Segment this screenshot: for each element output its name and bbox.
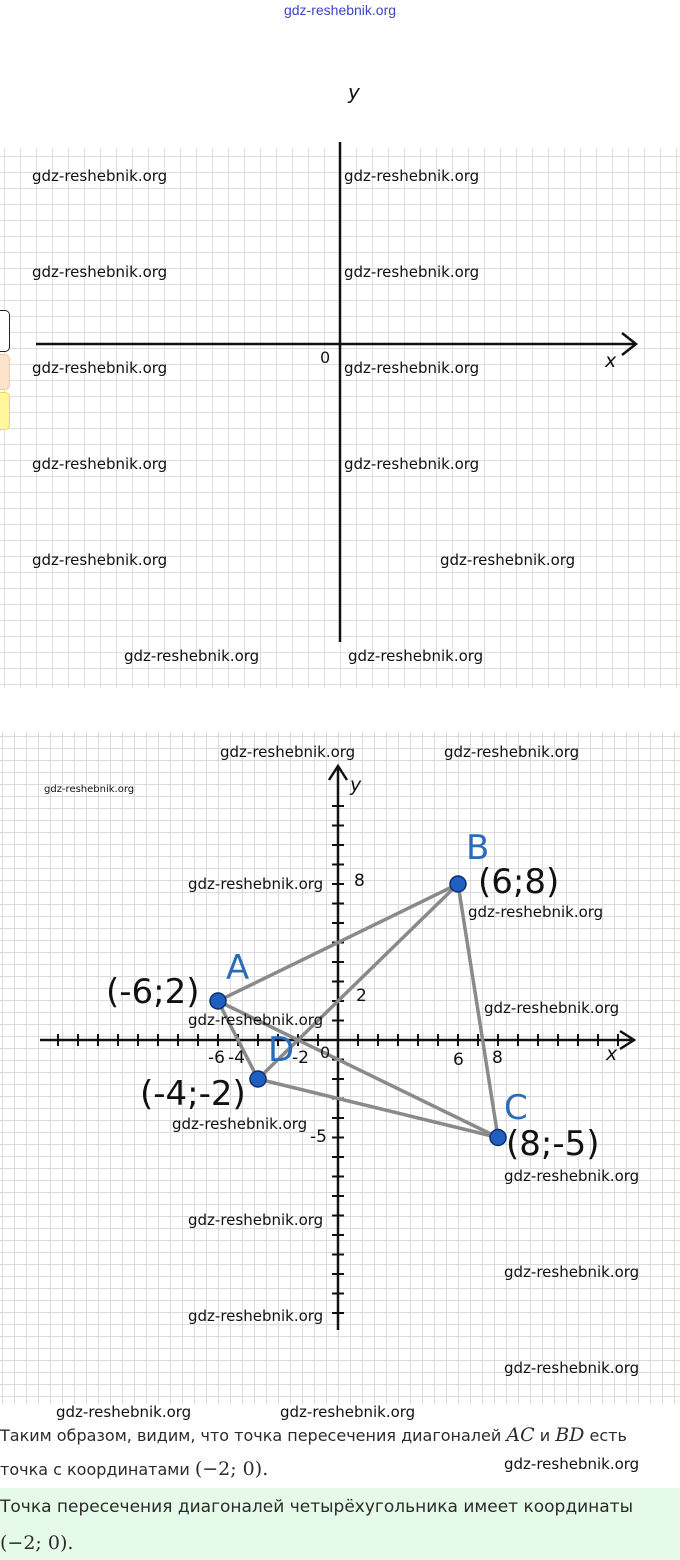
point-coords-a: (-6;2) xyxy=(106,972,200,1012)
point-label-d: D xyxy=(268,1030,295,1070)
watermark: gdz-reshebnik.org xyxy=(444,743,580,761)
conclusion-line-2 xyxy=(0,1458,268,1480)
watermark: gdz-reshebnik.org xyxy=(188,1011,324,1029)
tick-label-x-neg2: -2 xyxy=(292,1048,309,1068)
watermark: gdz-reshebnik.org xyxy=(32,167,168,185)
watermark: gdz-reshebnik.org xyxy=(504,1359,640,1377)
conclusion-word-and: и xyxy=(539,1426,551,1445)
watermark: gdz-reshebnik.org xyxy=(220,743,356,761)
point-coords-b: (6;8) xyxy=(478,862,560,902)
site-header-link[interactable]: gdz-reshebnik.org xyxy=(283,2,397,18)
watermark: gdz-reshebnik.org xyxy=(32,263,168,281)
watermark: gdz-reshebnik.org xyxy=(188,1307,324,1325)
tick-label-x-neg6: -6 xyxy=(208,1048,225,1068)
watermark: gdz-reshebnik.org xyxy=(32,359,168,377)
tick-label-y-2: 2 xyxy=(356,986,367,1006)
watermark: gdz-reshebnik.org xyxy=(188,1211,324,1229)
tick-label-x-8: 8 xyxy=(492,1048,503,1068)
figure1-y-axis-label: y xyxy=(348,80,360,104)
conclusion-text-1a: Таким образом, видим, что точка пересечения диагоналей xyxy=(0,1426,502,1445)
tick-label-y-neg5: -5 xyxy=(310,1127,327,1147)
conclusion-period: . xyxy=(262,1458,269,1480)
watermark: gdz-reshebnik.org xyxy=(32,455,168,473)
answer-line-2 xyxy=(0,1532,73,1554)
point-coords-d: (-4;-2) xyxy=(140,1074,246,1114)
watermark: gdz-reshebnik.org xyxy=(468,903,604,921)
watermark: gdz-reshebnik.org xyxy=(172,1115,308,1133)
point-label-b: B xyxy=(466,828,490,868)
answer-period: . xyxy=(67,1532,74,1554)
conclusion-text-2a: точка с координатами xyxy=(0,1460,190,1479)
watermark: gdz-reshebnik.org xyxy=(344,359,480,377)
watermark: gdz-reshebnik.org xyxy=(44,784,135,795)
point-d xyxy=(250,1071,266,1087)
figure2-x-axis-label: x xyxy=(606,1043,618,1065)
point-label-c: C xyxy=(504,1088,528,1128)
figure1-origin-label: 0 xyxy=(320,348,331,367)
watermark: gdz-reshebnik.org xyxy=(504,1455,640,1473)
watermark: gdz-reshebnik.org xyxy=(124,647,260,665)
watermark: gdz-reshebnik.org xyxy=(440,551,576,569)
figure1-x-axis-label: x xyxy=(605,350,617,372)
conclusion-line-1 xyxy=(0,1424,627,1446)
watermark: gdz-reshebnik.org xyxy=(280,1403,416,1421)
point-b xyxy=(450,876,466,892)
math-ac: AC xyxy=(506,1424,535,1446)
math-bd: BD xyxy=(555,1424,585,1446)
figure2-y-axis-label: y xyxy=(350,774,362,796)
watermark: gdz-reshebnik.org xyxy=(344,167,480,185)
watermark: gdz-reshebnik.org xyxy=(344,263,480,281)
conclusion-text-1b: есть xyxy=(589,1426,627,1445)
watermark: gdz-reshebnik.org xyxy=(348,647,484,665)
point-label-a: A xyxy=(226,948,250,988)
watermark: gdz-reshebnik.org xyxy=(504,1263,640,1281)
tick-label-x-neg4: -4 xyxy=(228,1048,245,1068)
answer-math-coords: (−2; 0) xyxy=(0,1532,68,1554)
watermark: gdz-reshebnik.org xyxy=(344,455,480,473)
point-c xyxy=(490,1130,506,1146)
watermark: gdz-reshebnik.org xyxy=(56,1403,192,1421)
tick-label-y-8: 8 xyxy=(354,871,365,891)
watermark: gdz-reshebnik.org xyxy=(188,875,324,893)
figure2-origin-label: 0 xyxy=(320,1043,331,1062)
answer-line-1: Точка пересечения диагоналей четырёхугольника имеет координаты xyxy=(0,1497,633,1517)
watermark: gdz-reshebnik.org xyxy=(504,1167,640,1185)
point-coords-c: (8;-5) xyxy=(506,1124,600,1164)
math-coords: (−2; 0) xyxy=(194,1458,263,1480)
tick-label-x-6: 6 xyxy=(453,1050,464,1070)
watermark: gdz-reshebnik.org xyxy=(484,999,620,1017)
point-a xyxy=(210,993,226,1009)
watermark: gdz-reshebnik.org xyxy=(32,551,168,569)
